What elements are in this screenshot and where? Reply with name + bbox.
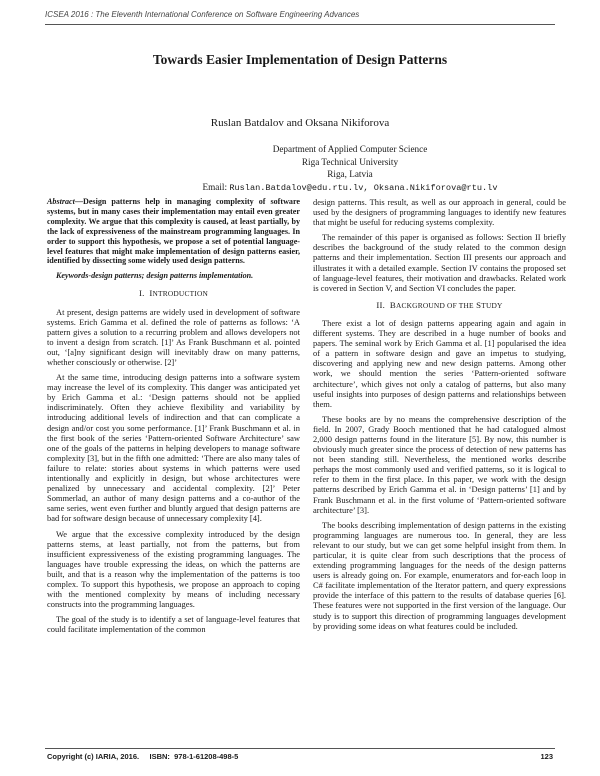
section-initial: I: [149, 288, 153, 299]
footer-divider: [45, 748, 555, 749]
paper-title: Towards Easier Implementation of Design Patterns: [152, 52, 448, 67]
email-line: [100, 181, 600, 195]
conference-header: ICSEA 2016 : The Eleventh International Conference on Software Engineering Advances: [45, 10, 360, 19]
background-paragraph-1: There exist a lot of design patterns appearing again and again in different systems. They are described in a huge number of books and papers. The seminal work by Erich Gamma et al. [1] popularised the idea of a pattern in software design and gave an impetus to studying, discovering and applying new and new design patterns. Among other work, we should mention the series ‘Pattern-oriented software architecture’, which gives not only a catalog of patterns, but also many useful insights into purposes of design patterns and relationships between them.: [313, 317, 566, 409]
right-column: [313, 197, 566, 636]
abstract-label: Abstract: [47, 197, 75, 206]
intro-paragraph-1: At present, design patterns are widely used in development of software systems. Erich Gamma et al. defined the role of patterns as follows: ‘A pattern gives a solution to a recurring problem and allows developers not to invent a design from scratch. [1]’ As Frank Buschmann et al. pointed out, ‘[a]ny significant design will inevitably draw on many patterns, whether consciously or otherwise. [2]’: [47, 306, 300, 367]
intro-paragraph-4: The goal of the study is to identify a set of language-level features that could facilitate implementation of the common: [47, 614, 300, 635]
abstract-text: —Design patterns help in managing complexity of software systems, but in many cases their implementation may entail even greater complexity. We argue that this complexity is caused, at least partially, by the lack of expressiveness of the mainstream programming languages. In order to support this hypothesis, we propose a set of potential language-level features that might make implementation of design patterns easier, identified by dissecting some widely used design patterns.: [47, 197, 300, 266]
intro-paragraph-3: We argue that the excessive complexity introduced by the design patterns stems, at least partially, not from the patterns, but from insufficient expressiveness of the existing programming languages. The languages have trouble expressing the ideas, on which the patterns are built, and that is a reason why the implementation of the patterns is too complex. To support this hypothesis, we propose an approach to coping with the mentioned complexity by means of including necessary constructs into the programming languages.: [47, 528, 300, 610]
affiliation-block: [100, 143, 600, 194]
intro-paragraph-5: The remainder of this paper is organised as follows: Section II briefly describes the background of the study related to the common design patterns and their implementation. Section III presents our approach and illustrates it with a detailed example. Section IV contains the proposed set of language-level features, their motivation and drawbacks. Related work is covered in Section V, and Section VI concludes the paper.: [313, 232, 566, 293]
department: Department of Applied Computer Science: [272, 144, 428, 154]
section-initial: B: [389, 299, 396, 310]
section-title-rest: ACKGROUND OF THE: [395, 300, 474, 310]
paper-authors: Ruslan Batdalov and Oksana Nikiforova: [210, 117, 390, 129]
background-paragraph-2: These books are by no means the comprehensive description of the field. In 2007, Grady Booch mentioned that he had catalogued almost 2,000 design patterns found in the literature [5]. By now, this number is obviously much greater since the process of detection of new patterns has not been standing still. Nevertheless, the mentioned works describe perhaps the most commonly used and verified patterns, so it is logical to refer to them in the first place. In this paper, we work with the design patterns described by Erich Gamma et al. in ‘Design patterns’ [1] and by Frank Buschmann et al. in the first volume of ‘Pattern-oriented software architecture’ [3].: [313, 413, 566, 515]
city: Riga, Latvia: [327, 169, 373, 179]
email-addresses: Ruslan.Batdalov@edu.rtu.lv, Oksana.Nikiforova@rtu.lv: [229, 182, 498, 193]
section-number: II.: [376, 299, 386, 310]
background-paragraph-3: The books describing implementation of design patterns in the existing programming languages are numerous too. In general, they are less relevant to our study, but we can get some helpful insight from them. In particular, it is quite clear from such descriptions that the process of extending programming languages for the needs of the design patterns users is already going on. For example, enumerators and for-each loop in C# facilitate implementation of the Iterator pattern, and query expressions provide the interface of this pattern to the results of database queries [6]. These features were not supported in the first version of the language. Our study is to support this direction of programming languages development by providing some ideas on what features could be included.: [313, 519, 566, 631]
section-number: I.: [138, 288, 145, 299]
intro-paragraph-2: At the same time, introducing design patterns into a software system may increase the level of its complexity. This danger was anticipated yet by Erich Gamma et al.: ‘Design patterns should not be applied indiscriminately. Often they achieve flexibility and variability by introducing additional levels of indirection and that can complicate a design and/or cost you some performance. [1]’ Frank Buschmann et al. in the first book of the series ‘Pattern-oriented Software Architecture’ saw one of the goals of the patterns in helping developers to manage software complexity [3], but in the fifth one admitted: ‘There are also many tales of failure to relate: stories about systems in which patterns were used intentionally and explicitly in design, but whose architectures were penalized by unnecessary and accidental complexity. [2]’ Peter Sommerlad, an author of many design patterns and a co-author of the same series, went even further and bluntly argued that design patterns are bad for software design because of unnecessary complexity [4].: [47, 372, 300, 524]
keywords: Keywords-design patterns; design patterns implementation.: [56, 271, 254, 281]
abstract: [47, 197, 300, 266]
header-divider: [45, 24, 555, 25]
intro-paragraph-4-cont: design patterns. This result, as well as our approach in general, could be used by the designers of programming languages to identify new features that might be useful for reducing systems complexity.: [313, 197, 566, 228]
university: Riga Technical University: [301, 156, 399, 167]
email-label: Email:: [202, 181, 228, 192]
footer-copyright: Copyright (c) IARIA, 2016. ISBN: 978-1-61208-498-5: [47, 752, 239, 761]
left-column: [47, 197, 300, 639]
section-title-rest-2: TUDY: [481, 300, 503, 310]
section-initial-2: S: [476, 299, 482, 310]
section-heading-introduction: [47, 288, 300, 299]
section-title-rest: NTRODUCTION: [152, 289, 209, 299]
page-number: 123: [540, 752, 553, 761]
section-heading-background: [313, 300, 566, 311]
